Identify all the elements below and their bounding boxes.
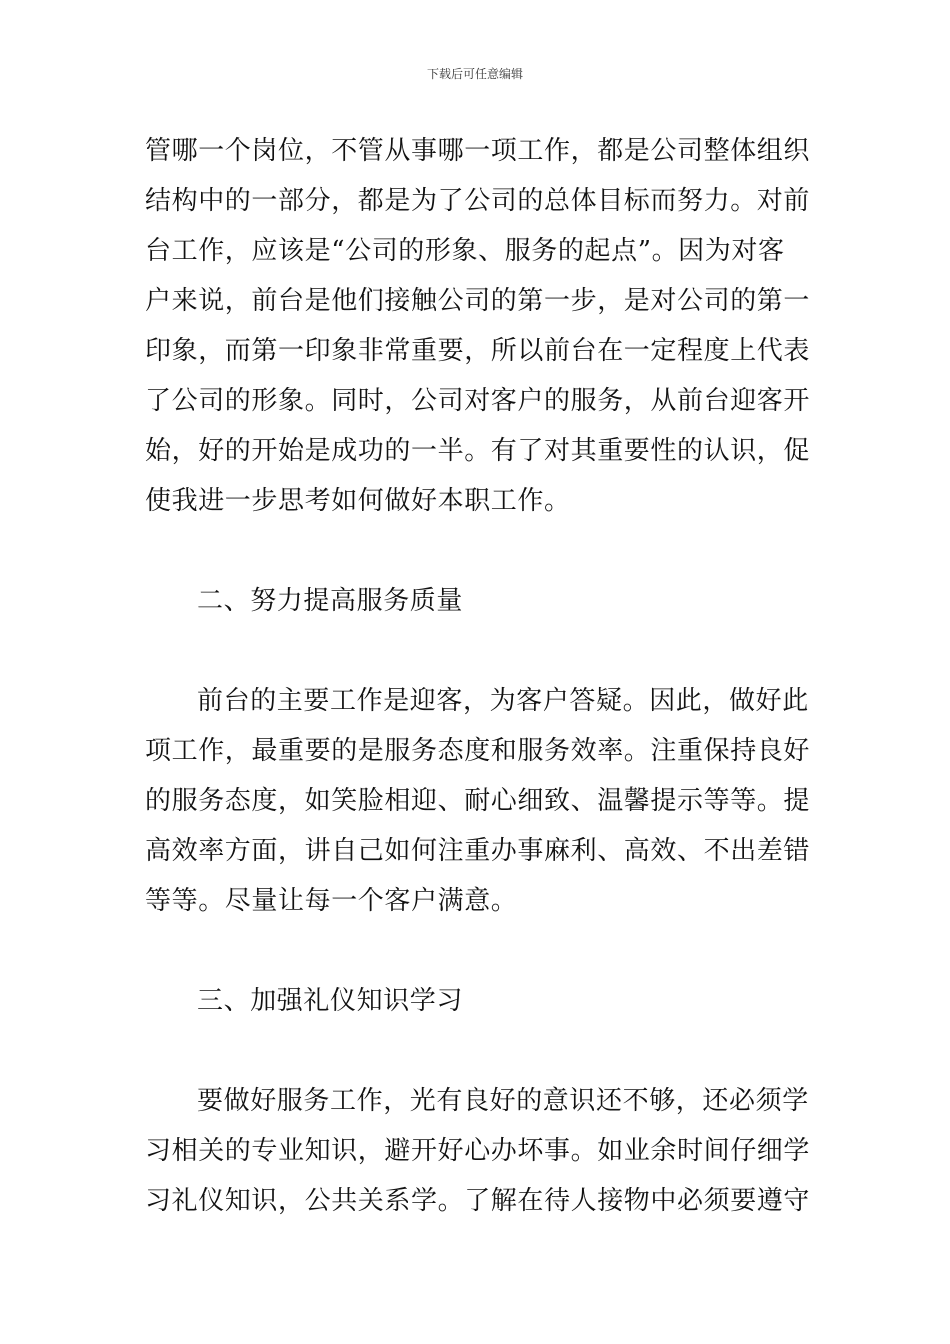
paragraph-gap (145, 526, 810, 576)
text-line: 前台的主要工作是迎客，为客户答疑。因此，做好此 (197, 686, 809, 716)
text-line: 习礼仪知识，公共关系学。了解在待人接物中必须要遵守 (145, 1186, 811, 1216)
document-body (145, 126, 810, 1226)
text-line: 等等。尽量让每一个客户满意。 (145, 886, 518, 916)
text-line: 习相关的专业知识，避开好心办坏事。如业余时间仔细学 (145, 1136, 811, 1166)
paragraph-2 (145, 676, 810, 926)
paragraph-gap (145, 626, 810, 676)
paragraph-gap (145, 1026, 810, 1076)
paragraph-3 (145, 1076, 810, 1226)
text-line: 印象，而第一印象非常重要，所以前台在一定程度上代表 (145, 336, 811, 366)
text-line: 结构中的一部分，都是为了公司的总体目标而努力。对前 (145, 186, 811, 216)
text-line: 要做好服务工作，光有良好的意识还不够，还必须学 (197, 1086, 809, 1116)
text-line: 始，好的开始是成功的一半。有了对其重要性的认识，促 (145, 436, 811, 466)
text-line: 高效率方面，讲自己如何注重办事麻利、高效、不出差错 (145, 836, 811, 866)
section-heading-3: 三、加强礼仪知识学习 (197, 986, 464, 1016)
text-line: 项工作，最重要的是服务态度和服务效率。注重保持良好 (145, 736, 811, 766)
text-line: 使我进一步思考如何做好本职工作。 (145, 486, 571, 516)
text-line: 的服务态度，如笑脸相迎、耐心细致、温馨提示等等。提 (145, 786, 811, 816)
paragraph-gap (145, 926, 810, 976)
paragraph-1 (145, 126, 810, 526)
text-line: 了公司的形象。同时，公司对客户的服务，从前台迎客开 (145, 386, 811, 416)
text-line: 户来说，前台是他们接触公司的第一步，是对公司的第一 (145, 286, 811, 316)
text-line: 管哪一个岗位，不管从事哪一项工作，都是公司整体组织 (145, 136, 811, 166)
header-note: 下载后可任意编辑 (426, 67, 523, 81)
section-heading-2: 二、努力提高服务质量 (197, 586, 464, 616)
text-line: 台工作，应该是“公司的形象、服务的起点”。因为对客 (145, 236, 785, 266)
